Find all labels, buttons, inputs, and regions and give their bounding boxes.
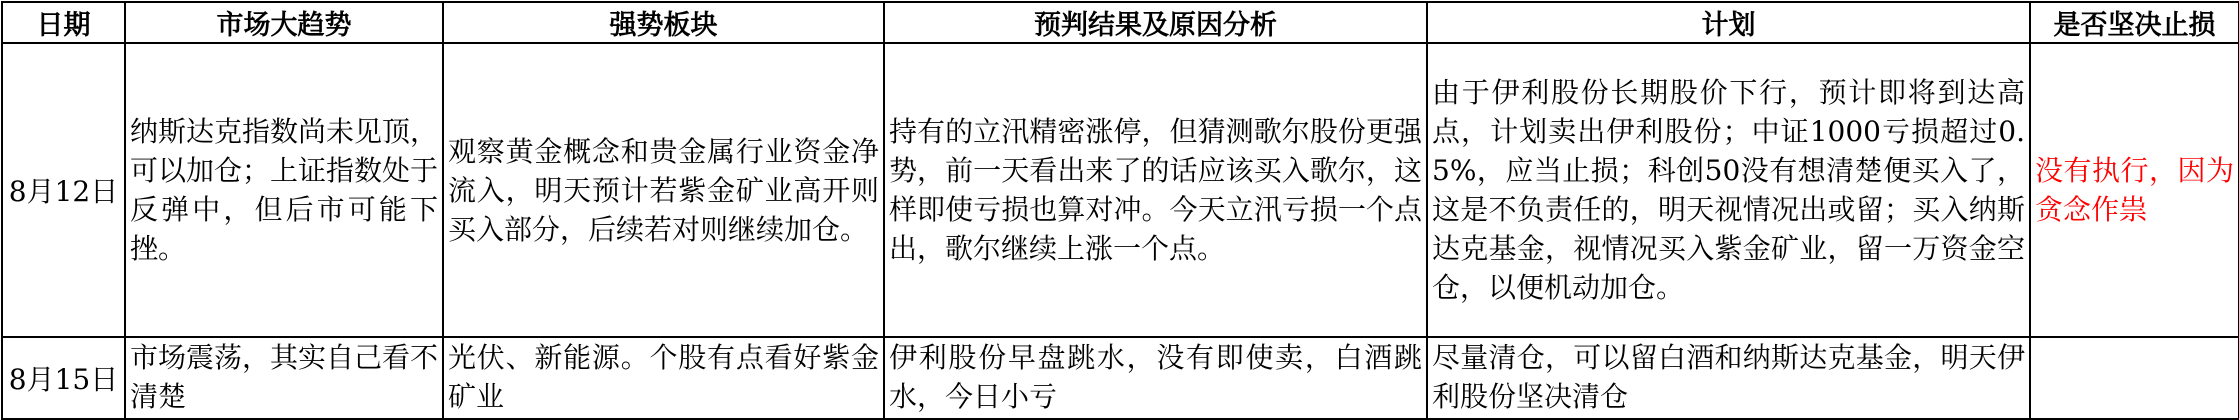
date-cell: 8月15日 [2,337,125,419]
header-stop-loss: 是否坚决止损 [2030,2,2239,43]
date-cell: 8月12日 [2,43,125,337]
market-trend-cell: 市场震荡，其实自己看不清楚 [125,337,443,419]
table-row [2,337,2239,419]
header-date: 日期 [2,2,125,43]
header-analysis: 预判结果及原因分析 [884,2,1427,43]
analysis-cell: 持有的立汛精密涨停，但猜测歌尔股份更强势，前一天看出来了的话应该买入歌尔，这样即使亏损也算对冲。今天立汛亏损一个点出，歌尔继续上涨一个点。 [884,43,1427,337]
trading-journal-table [1,1,2239,420]
strong-sectors-cell: 光伏、新能源。个股有点看好紫金矿业 [443,337,884,419]
stop-loss-cell: 没有执行，因为贪念作祟 [2030,43,2239,337]
header-plan: 计划 [1427,2,2030,43]
strong-sectors-cell: 观察黄金概念和贵金属行业资金净流入，明天预计若紫金矿业高开则买入部分，后续若对则继续加仓。 [443,43,884,337]
plan-cell: 尽量清仓，可以留白酒和纳斯达克基金，明天伊利股份坚决清仓 [1427,337,2030,419]
header-strong-sectors: 强势板块 [443,2,884,43]
header-market-trend: 市场大趋势 [125,2,443,43]
analysis-cell: 伊利股份早盘跳水，没有即使卖，白酒跳水，今日小亏 [884,337,1427,419]
stop-loss-cell [2030,337,2239,419]
table-row [2,43,2239,337]
market-trend-cell: 纳斯达克指数尚未见顶，可以加仓；上证指数处于反弹中，但后市可能下挫。 [125,43,443,337]
header-row [2,2,2239,43]
plan-cell: 由于伊利股份长期股价下行，预计即将到达高点，计划卖出伊利股份；中证1000亏损超过0.5%，应当止损；科创50没有想清楚便买入了，这是不负责任的，明天视情况出或留；买入纳斯达克基金，视情况买入紫金矿业，留一万资金空仓，以便机动加仓。 [1427,43,2030,337]
